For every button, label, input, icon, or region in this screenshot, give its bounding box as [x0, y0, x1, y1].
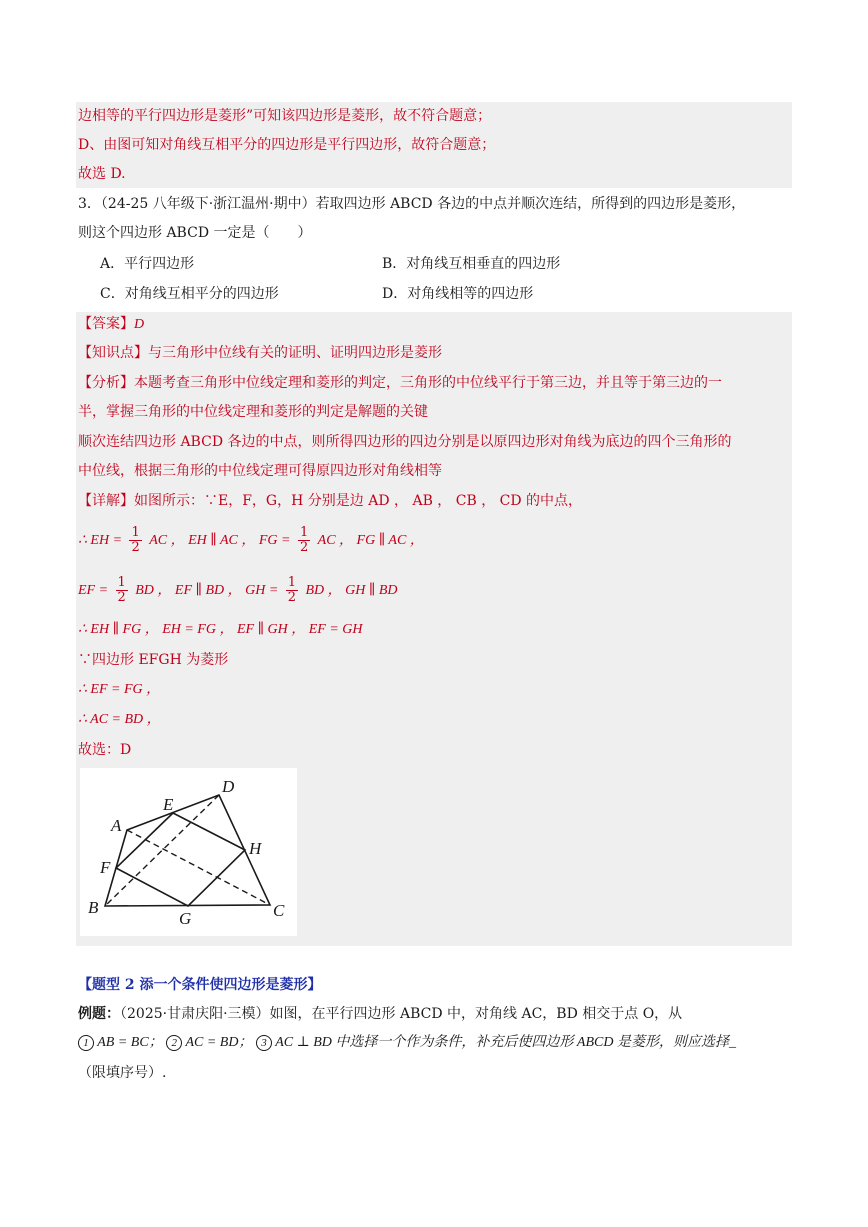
answer-value: D: [134, 317, 145, 332]
label-b: B: [88, 898, 99, 917]
knowledge-line: [78, 343, 442, 363]
analysis-line-3: 顺次连结四边形 ABCD 各边的中点，则所得四边形的四边分别是以原四边形对角线为底边的四个三角形的: [78, 434, 732, 450]
analysis-line-2: 半，掌握三角形的中位线定理和菱形的判定是解题的关键: [78, 404, 428, 420]
fraction-numerator: 1: [299, 524, 309, 540]
eq2-part-b: BD ， EF ∥ BD ， GH =: [135, 583, 279, 598]
fraction-numerator: 1: [117, 574, 126, 590]
fraction-half-4: [286, 576, 298, 605]
equation-line-2: [78, 575, 398, 606]
option-b: B．对角线互相垂直的四边形: [382, 256, 561, 272]
label-h: H: [249, 839, 262, 858]
prev-solution-line-3: 故选 D.: [78, 166, 126, 182]
eq1-part-c: AC ， FG ∥ AC ，: [317, 533, 424, 548]
example-text-1: （2025·甘肃庆阳·三模）如图，在平行四边形 ABCD 中，对角线 AC，BD 相交于点 O，从: [120, 1006, 683, 1022]
equation-line-3: ∴ EH ∥ FG ， EH = FG ， EF ∥ GH ， EF = GH: [78, 622, 363, 637]
question-3-stem-1: 3．（24-25 八年级下·浙江温州·期中）若取四边形 ABCD 各边的中点并顺次连结，所得到的四边形是菱形，: [78, 196, 746, 212]
equation-line-4: ∵四边形 EFGH 为菱形: [78, 652, 229, 668]
prev-solution-line-2: D、由图可知对角线互相平分的四边形是平行四边形，故符合题意；: [78, 137, 496, 153]
fraction-denominator: 2: [131, 539, 140, 555]
equation-line-5: ∴ EF = FG ，: [78, 682, 161, 697]
answer-tag: 【答案】: [78, 316, 134, 332]
detail-text: 如图所示：∵E，F，G，H 分别是边 AD ， AB ， CB ， CD 的中点，: [134, 493, 583, 509]
eq1-part-b: AC ， EH ∥ AC ， FG =: [149, 533, 291, 548]
example-line-1: [78, 1004, 682, 1024]
answer-line: [78, 314, 144, 335]
circled-number-1: 1: [78, 1035, 94, 1051]
circled-number-2: 2: [166, 1035, 182, 1051]
fraction-numerator: 1: [131, 524, 140, 540]
fraction-half-1: [129, 526, 141, 555]
option-d: D．对角线相等的四边形: [382, 286, 534, 302]
fraction-numerator: 1: [287, 574, 297, 590]
label-f: F: [100, 858, 111, 877]
label-e: E: [163, 795, 174, 814]
condition-3: AC ⊥ BD 中选择一个作为条件，补充后使四边形 ABCD 是菱形，则应选择_: [275, 1035, 736, 1050]
detail-line: [78, 491, 582, 511]
option-a: A．平行四边形: [100, 256, 195, 272]
eq2-part-c: BD ， GH ∥ BD: [305, 583, 398, 598]
prev-solution-line-1: 边相等的平行四边形是菱形”可知该四边形是菱形，故不符合题意；: [78, 108, 492, 124]
example-line-3: （限填序号）.: [78, 1065, 167, 1081]
example-tag: 例题：: [78, 1006, 120, 1022]
condition-1: AB = BC；: [97, 1035, 163, 1050]
quadrilateral-figure: [80, 768, 297, 936]
detail-tag: 【详解】: [78, 493, 134, 509]
analysis-line-1: [78, 373, 722, 393]
analysis-line-4: 中位线，根据三角形的中位线定理可得原四边形对角线相等: [78, 463, 442, 479]
fraction-denominator: 2: [299, 539, 309, 555]
label-g: G: [179, 909, 192, 928]
fraction-denominator: 2: [117, 589, 126, 605]
eq1-part-a: ∴ EH =: [78, 533, 123, 548]
figure-svg: [80, 768, 297, 936]
analysis-tag: 【分析】: [78, 375, 134, 391]
fraction-half-2: [298, 526, 310, 555]
fraction-denominator: 2: [287, 589, 297, 605]
analysis-text-1: 本题考查三角形中位线定理和菱形的判定，三角形的中位线平行于第三边，并且等于第三边的一: [134, 375, 722, 391]
section-title-type-2: 【题型 2 添一个条件使四边形是菱形】: [78, 977, 322, 993]
circled-number-3: 3: [256, 1035, 272, 1051]
fraction-half-3: [116, 576, 128, 605]
choose-line: 故选：D: [78, 742, 132, 758]
label-c: C: [273, 901, 285, 920]
equation-line-6: ∴ AC = BD ，: [78, 712, 161, 727]
condition-2: AC = BD；: [185, 1035, 253, 1050]
label-a: A: [111, 816, 122, 835]
example-line-2: [78, 1033, 736, 1053]
equation-line-1: [78, 525, 424, 556]
eq2-part-a: EF =: [78, 583, 109, 598]
knowledge-tag: 【知识点】: [78, 345, 148, 361]
label-d: D: [222, 777, 235, 796]
diagonal-bd: [105, 795, 219, 906]
option-c: C．对角线互相平分的四边形: [100, 286, 279, 302]
question-3-stem-2: 则这个四边形 ABCD 一定是（ ）: [78, 225, 312, 241]
knowledge-text: 与三角形中位线有关的证明、证明四边形是菱形: [148, 345, 442, 361]
